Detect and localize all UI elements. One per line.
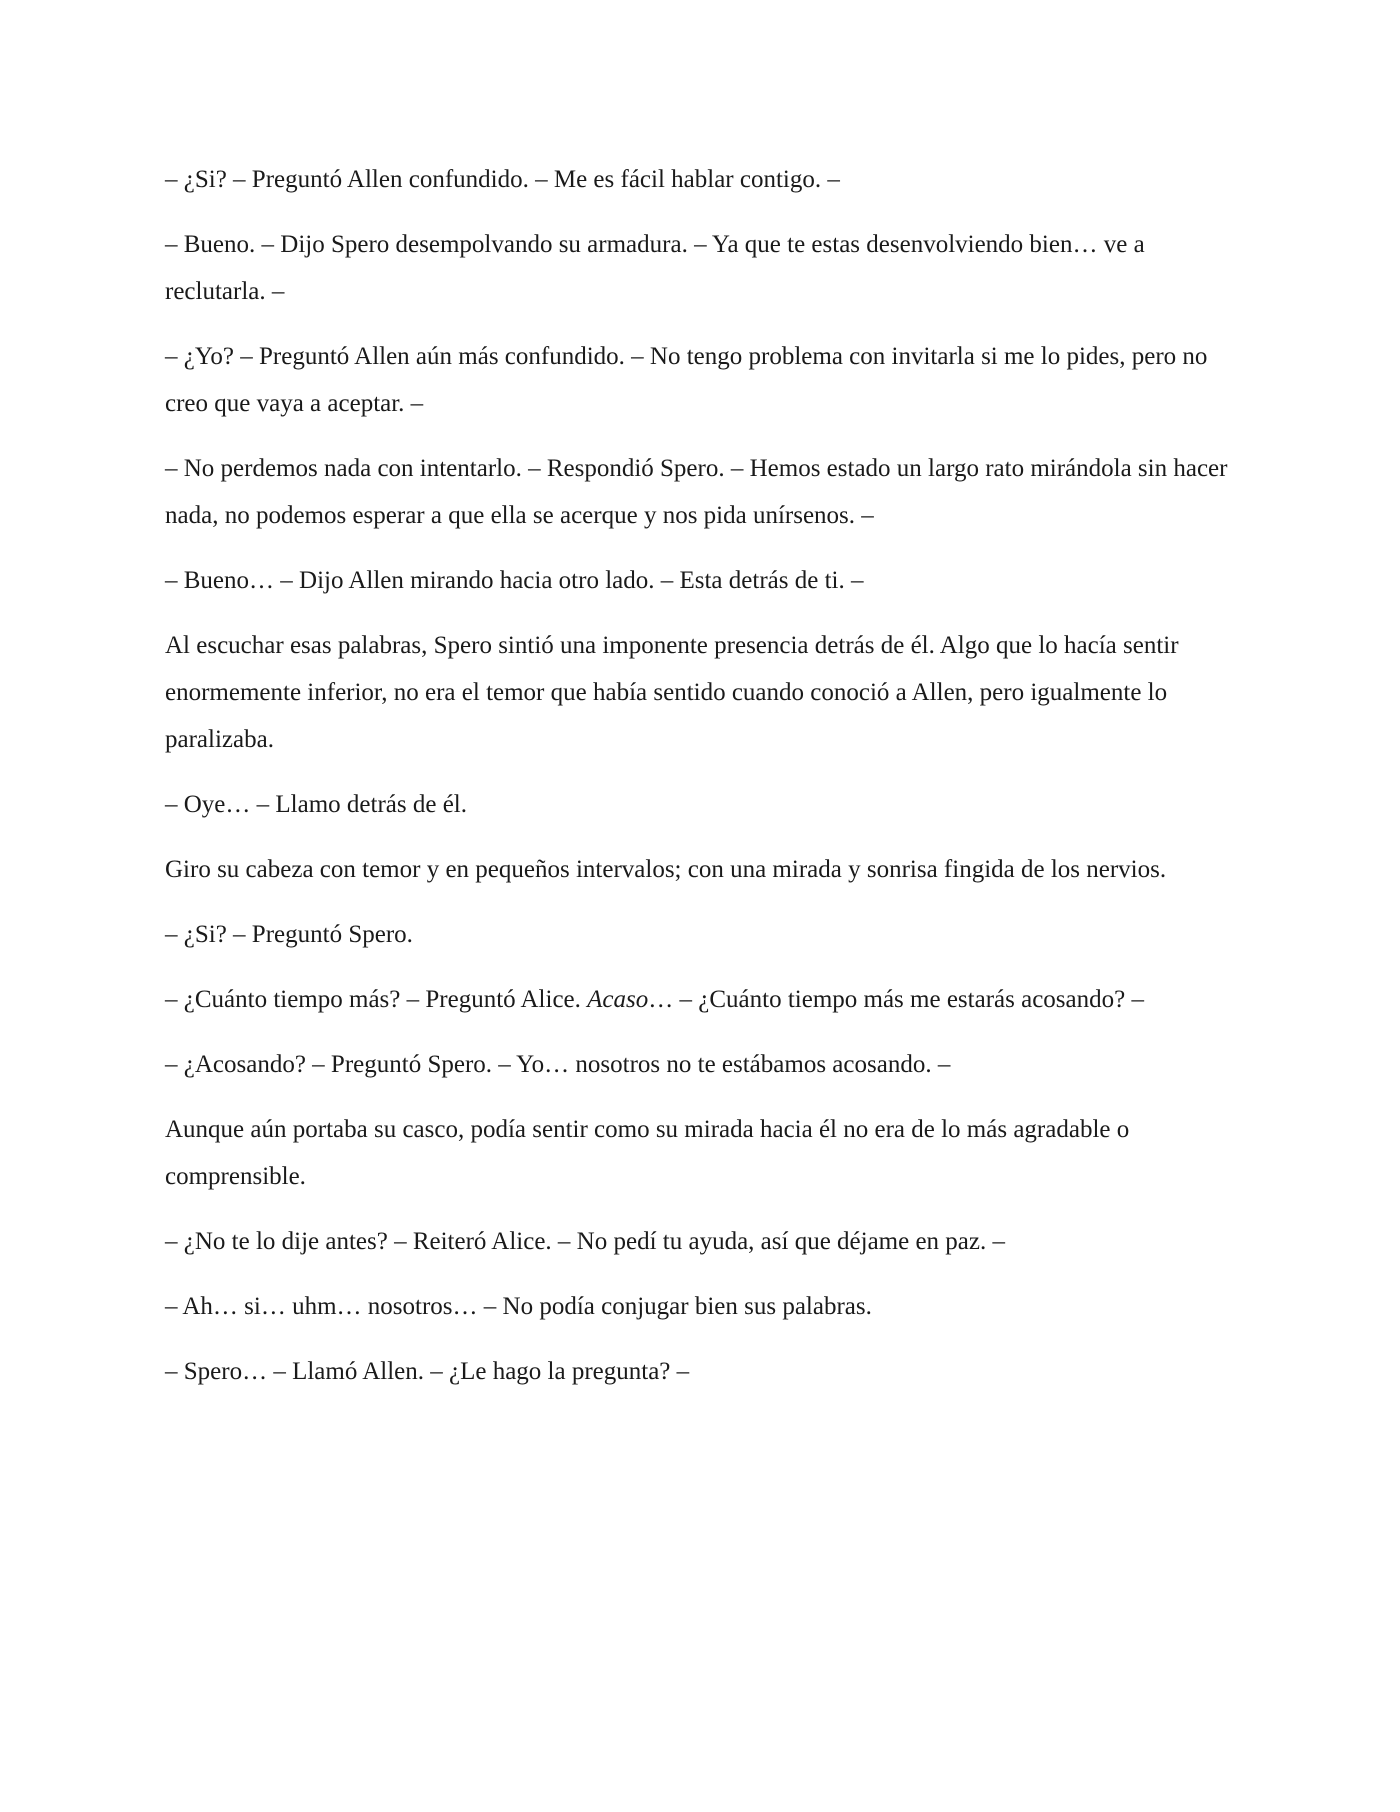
italic-word: Acaso bbox=[587, 986, 649, 1013]
paragraph: Aunque aún portaba su casco, podía sentir como su mirada hacia él no era de lo más agradable o comprensible. bbox=[165, 1116, 1130, 1190]
paragraph: – ¿Si? – Preguntó Allen confundido. – Me es fácil hablar contigo. – bbox=[165, 166, 840, 193]
paragraph: – Bueno. – Dijo Spero desempolvando su armadura. – Ya que te estas desenvolviendo bien… ve a reclutarla. – bbox=[165, 231, 1145, 305]
paragraph: – ¿Acosando? – Preguntó Spero. – Yo… nosotros no te estábamos acosando. – bbox=[165, 1051, 951, 1078]
paragraph: – Ah… si… uhm… nosotros… – No podía conjugar bien sus palabras. bbox=[165, 1293, 872, 1320]
paragraph: – Oye… – Llamo detrás de él. bbox=[165, 791, 467, 818]
paragraph: Giro su cabeza con temor y en pequeños intervalos; con una mirada y sonrisa fingida de los nervios. bbox=[165, 856, 1167, 883]
paragraph: – No perdemos nada con intentarlo. – Respondió Spero. – Hemos estado un largo rato mirándola sin hacer nada, no podemos esperar a que ella se acerque y nos pida unírsenos. – bbox=[165, 455, 1228, 529]
paragraph: – ¿Si? – Preguntó Spero. bbox=[165, 921, 413, 948]
paragraph: Al escuchar esas palabras, Spero sintió una imponente presencia detrás de él. Algo que lo hacía sentir enormemente inferior, no era el temor que había sentido cuando conoció a Allen, pero igualmente lo paralizaba. bbox=[165, 632, 1179, 753]
paragraph-text: … – ¿Cuánto tiempo más me estarás acosando? – bbox=[648, 986, 1144, 1013]
paragraph-text: – ¿Cuánto tiempo más? – Preguntó Alice. bbox=[165, 986, 588, 1013]
paragraph: – Bueno… – Dijo Allen mirando hacia otro lado. – Esta detrás de ti. – bbox=[165, 567, 864, 594]
paragraph bbox=[165, 976, 1235, 1023]
paragraph: – Spero… – Llamó Allen. – ¿Le hago la pregunta? – bbox=[165, 1358, 690, 1385]
paragraph: – ¿No te lo dije antes? – Reiteró Alice. – No pedí tu ayuda, así que déjame en paz. – bbox=[165, 1228, 1006, 1255]
document-body bbox=[165, 156, 1235, 1413]
paragraph: – ¿Yo? – Preguntó Allen aún más confundido. – No tengo problema con invitarla si me lo pides, pero no creo que vaya a aceptar. – bbox=[165, 343, 1208, 417]
